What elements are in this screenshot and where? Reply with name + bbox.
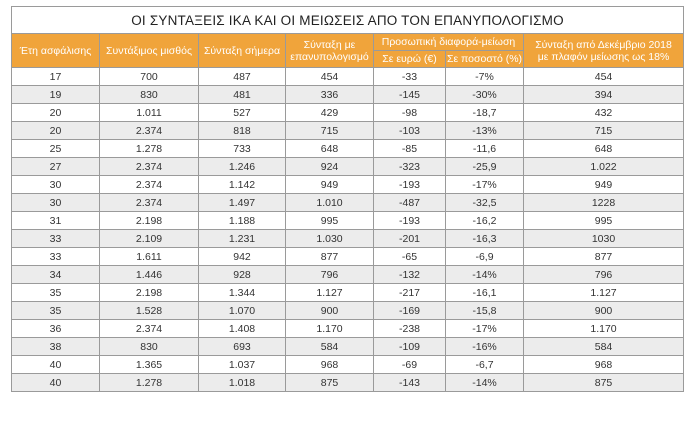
cell-diff-euro: -132 — [374, 266, 446, 284]
cell-pension-recalc: 1.030 — [286, 230, 374, 248]
header-pension-recalc-line1: Σύνταξη με — [303, 38, 356, 51]
cell-pension-today: 527 — [199, 104, 286, 122]
cell-salary: 2.374 — [100, 194, 199, 212]
cell-years: 20 — [12, 122, 100, 140]
cell-years: 31 — [12, 212, 100, 230]
cell-diff-percent: -16,3 — [446, 230, 524, 248]
table-row — [12, 158, 684, 176]
header-pension-recalc-line2: επανυπολογισμό — [290, 50, 369, 63]
cell-years: 40 — [12, 374, 100, 392]
cell-years: 35 — [12, 302, 100, 320]
cell-years: 34 — [12, 266, 100, 284]
cell-pension-dec2018: 1.127 — [524, 284, 684, 302]
cell-pension-recalc: 1.127 — [286, 284, 374, 302]
cell-pension-recalc: 429 — [286, 104, 374, 122]
cell-pension-today: 1.018 — [199, 374, 286, 392]
cell-pension-recalc: 995 — [286, 212, 374, 230]
cell-pension-recalc: 715 — [286, 122, 374, 140]
cell-salary: 1.278 — [100, 374, 199, 392]
table-row — [12, 374, 684, 392]
cell-pension-today: 487 — [199, 68, 286, 86]
table-row — [12, 194, 684, 212]
cell-pension-recalc: 796 — [286, 266, 374, 284]
cell-salary: 830 — [100, 338, 199, 356]
cell-years: 38 — [12, 338, 100, 356]
cell-diff-percent: -16,2 — [446, 212, 524, 230]
cell-pension-recalc: 900 — [286, 302, 374, 320]
cell-salary: 1.011 — [100, 104, 199, 122]
cell-pension-recalc: 949 — [286, 176, 374, 194]
cell-pension-today: 1.246 — [199, 158, 286, 176]
cell-years: 40 — [12, 356, 100, 374]
cell-years: 30 — [12, 194, 100, 212]
cell-diff-percent: -18,7 — [446, 104, 524, 122]
table-row — [12, 302, 684, 320]
cell-pension-recalc: 454 — [286, 68, 374, 86]
table-row — [12, 104, 684, 122]
cell-years: 20 — [12, 104, 100, 122]
cell-pension-today: 1.188 — [199, 212, 286, 230]
cell-pension-recalc: 584 — [286, 338, 374, 356]
cell-pension-today: 818 — [199, 122, 286, 140]
cell-pension-recalc: 648 — [286, 140, 374, 158]
cell-diff-percent: -30% — [446, 86, 524, 104]
cell-diff-euro: -65 — [374, 248, 446, 266]
cell-salary: 2.374 — [100, 176, 199, 194]
cell-years: 33 — [12, 230, 100, 248]
cell-years: 25 — [12, 140, 100, 158]
header-pension-today: Σύνταξη σήμερα — [199, 34, 286, 68]
header-salary: Συντάξιμος μισθός — [100, 34, 199, 68]
cell-diff-euro: -193 — [374, 176, 446, 194]
cell-pension-today: 942 — [199, 248, 286, 266]
table-row — [12, 284, 684, 302]
cell-pension-today: 733 — [199, 140, 286, 158]
cell-diff-euro: -238 — [374, 320, 446, 338]
cell-diff-euro: -193 — [374, 212, 446, 230]
cell-diff-euro: -143 — [374, 374, 446, 392]
cell-pension-today: 1.497 — [199, 194, 286, 212]
cell-diff-percent: -17% — [446, 176, 524, 194]
cell-pension-dec2018: 949 — [524, 176, 684, 194]
cell-pension-dec2018: 432 — [524, 104, 684, 122]
header-diff-euro: Σε ευρώ (€) — [374, 51, 446, 68]
cell-years: 36 — [12, 320, 100, 338]
table-body — [12, 68, 684, 392]
cell-diff-percent: -15,8 — [446, 302, 524, 320]
cell-diff-percent: -6,9 — [446, 248, 524, 266]
cell-years: 17 — [12, 68, 100, 86]
cell-pension-dec2018: 875 — [524, 374, 684, 392]
cell-pension-recalc: 877 — [286, 248, 374, 266]
cell-diff-percent: -16% — [446, 338, 524, 356]
cell-salary: 2.198 — [100, 284, 199, 302]
header-pension-dec2018-line2: με πλαφόν μείωσης ως 18% — [537, 50, 670, 63]
cell-diff-percent: -25,9 — [446, 158, 524, 176]
table-row — [12, 266, 684, 284]
cell-pension-dec2018: 648 — [524, 140, 684, 158]
cell-diff-percent: -14% — [446, 374, 524, 392]
cell-diff-euro: -169 — [374, 302, 446, 320]
cell-diff-euro: -98 — [374, 104, 446, 122]
table-row — [12, 248, 684, 266]
cell-pension-recalc: 1.010 — [286, 194, 374, 212]
cell-salary: 1.528 — [100, 302, 199, 320]
cell-diff-euro: -145 — [374, 86, 446, 104]
cell-diff-euro: -69 — [374, 356, 446, 374]
cell-diff-euro: -487 — [374, 194, 446, 212]
cell-diff-euro: -33 — [374, 68, 446, 86]
cell-pension-dec2018: 968 — [524, 356, 684, 374]
cell-salary: 830 — [100, 86, 199, 104]
table-row — [12, 212, 684, 230]
cell-pension-today: 1.231 — [199, 230, 286, 248]
cell-pension-recalc: 336 — [286, 86, 374, 104]
table-row — [12, 320, 684, 338]
cell-pension-dec2018: 796 — [524, 266, 684, 284]
cell-years: 19 — [12, 86, 100, 104]
cell-pension-dec2018: 1.170 — [524, 320, 684, 338]
cell-pension-today: 928 — [199, 266, 286, 284]
cell-salary: 1.446 — [100, 266, 199, 284]
cell-salary: 1.365 — [100, 356, 199, 374]
cell-pension-dec2018: 1030 — [524, 230, 684, 248]
cell-salary: 2.109 — [100, 230, 199, 248]
cell-salary: 2.374 — [100, 122, 199, 140]
cell-pension-dec2018: 584 — [524, 338, 684, 356]
header-pension-dec2018-line1: Σύνταξη από Δεκέμβριο 2018 — [535, 38, 672, 51]
cell-pension-recalc: 924 — [286, 158, 374, 176]
header-pension-dec2018 — [524, 34, 684, 68]
cell-pension-today: 1.070 — [199, 302, 286, 320]
table-row — [12, 122, 684, 140]
cell-salary: 1.611 — [100, 248, 199, 266]
cell-diff-percent: -6,7 — [446, 356, 524, 374]
table-row — [12, 140, 684, 158]
cell-years: 27 — [12, 158, 100, 176]
cell-pension-today: 1.142 — [199, 176, 286, 194]
cell-pension-today: 1.344 — [199, 284, 286, 302]
cell-pension-dec2018: 995 — [524, 212, 684, 230]
cell-salary: 2.374 — [100, 158, 199, 176]
table-title: ΟΙ ΣΥΝΤΑΞΕΙΣ ΙΚΑ ΚΑΙ ΟΙ ΜΕΙΩΣΕΙΣ ΑΠΟ ΤΟΝ ΕΠΑΝΥΠΟΛΟΓΙΣΜΟ — [12, 7, 684, 34]
table-row — [12, 68, 684, 86]
cell-pension-dec2018: 877 — [524, 248, 684, 266]
header-diff-percent: Σε ποσοστό (%) — [446, 51, 524, 68]
header-years: Έτη ασφάλισης — [12, 34, 100, 68]
header-pension-recalc — [286, 34, 374, 68]
cell-diff-euro: -85 — [374, 140, 446, 158]
cell-pension-dec2018: 1.022 — [524, 158, 684, 176]
cell-pension-recalc: 968 — [286, 356, 374, 374]
cell-salary: 2.374 — [100, 320, 199, 338]
cell-pension-dec2018: 1228 — [524, 194, 684, 212]
header-personal-diff: Προσωπική διαφορά-μείωση — [374, 34, 524, 51]
cell-salary: 1.278 — [100, 140, 199, 158]
cell-diff-percent: -17% — [446, 320, 524, 338]
cell-diff-euro: -201 — [374, 230, 446, 248]
cell-pension-today: 1.408 — [199, 320, 286, 338]
cell-diff-euro: -109 — [374, 338, 446, 356]
table-row — [12, 356, 684, 374]
cell-diff-percent: -14% — [446, 266, 524, 284]
cell-diff-euro: -103 — [374, 122, 446, 140]
table-row — [12, 338, 684, 356]
cell-pension-recalc: 875 — [286, 374, 374, 392]
cell-pension-recalc: 1.170 — [286, 320, 374, 338]
pension-table-container — [11, 6, 683, 392]
cell-diff-percent: -32,5 — [446, 194, 524, 212]
cell-pension-dec2018: 900 — [524, 302, 684, 320]
table-row — [12, 86, 684, 104]
table-row — [12, 176, 684, 194]
cell-salary: 700 — [100, 68, 199, 86]
cell-diff-percent: -11,6 — [446, 140, 524, 158]
cell-pension-today: 693 — [199, 338, 286, 356]
cell-diff-euro: -217 — [374, 284, 446, 302]
cell-pension-dec2018: 454 — [524, 68, 684, 86]
cell-salary: 2.198 — [100, 212, 199, 230]
cell-pension-today: 1.037 — [199, 356, 286, 374]
cell-diff-percent: -13% — [446, 122, 524, 140]
cell-years: 33 — [12, 248, 100, 266]
cell-diff-euro: -323 — [374, 158, 446, 176]
cell-pension-dec2018: 715 — [524, 122, 684, 140]
pension-table — [11, 6, 684, 392]
cell-diff-percent: -7% — [446, 68, 524, 86]
cell-pension-dec2018: 394 — [524, 86, 684, 104]
cell-diff-percent: -16,1 — [446, 284, 524, 302]
table-row — [12, 230, 684, 248]
cell-years: 35 — [12, 284, 100, 302]
cell-pension-today: 481 — [199, 86, 286, 104]
cell-years: 30 — [12, 176, 100, 194]
